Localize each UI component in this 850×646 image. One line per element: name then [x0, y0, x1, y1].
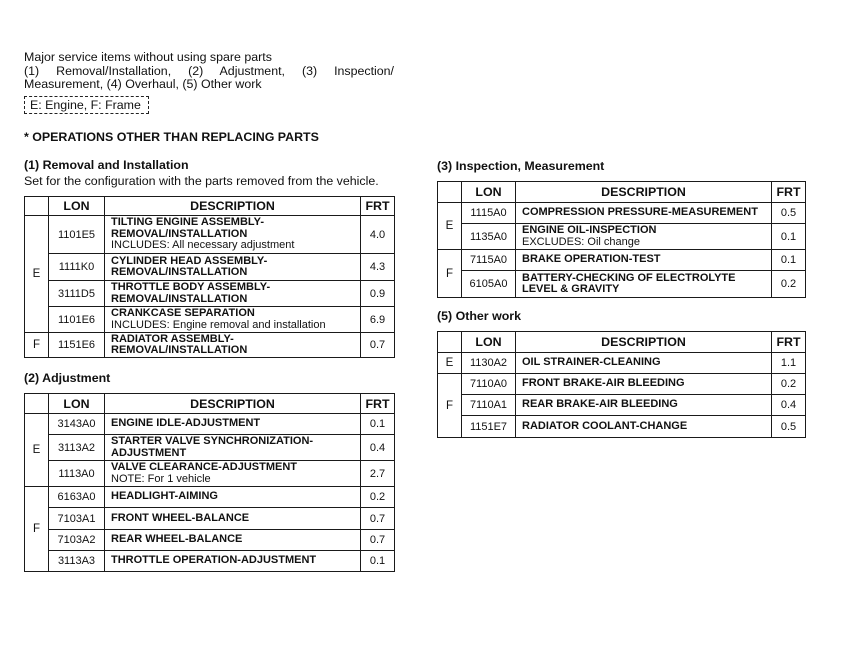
description-title: BRAKE OPERATION-TEST — [522, 253, 661, 266]
description-header: DESCRIPTION — [516, 332, 772, 353]
description-cell — [516, 353, 772, 374]
description-cell — [516, 271, 772, 298]
description-title: FRONT WHEEL-BALANCE — [111, 511, 250, 524]
frt-header: FRT — [772, 332, 806, 353]
group-code-cell: F — [438, 374, 462, 438]
table-row — [25, 551, 395, 572]
frt-cell: 0.2 — [772, 374, 806, 395]
frt-cell: 0.2 — [772, 271, 806, 298]
legend-box: E: Engine, F: Frame — [24, 96, 149, 114]
description-title: THROTTLE BODY ASSEMBLY- REMOVAL/INSTALLATION — [111, 281, 271, 305]
group-header-cell — [25, 197, 49, 216]
description-note: EXCLUDES: Oil change — [522, 235, 640, 248]
intro-line: (1) Removal/Installation, (2) Adjustment, (3) Inspection/ — [24, 63, 394, 78]
lon-cell: 1113A0 — [49, 461, 105, 487]
description-note: INCLUDES: Engine removal and installation — [111, 318, 326, 331]
description-cell — [516, 224, 772, 250]
table-row — [25, 333, 395, 358]
group-code-cell: E — [25, 216, 49, 333]
lon-cell: 3113A2 — [49, 435, 105, 461]
lon-cell: 7110A1 — [462, 395, 516, 416]
frt-cell: 6.9 — [361, 307, 395, 333]
description-cell — [516, 250, 772, 271]
lon-cell: 6105A0 — [462, 271, 516, 298]
frt-cell: 0.1 — [772, 250, 806, 271]
description-title: CRANKCASE SEPARATION — [111, 307, 255, 319]
table-row — [25, 461, 395, 487]
group-code-cell: E — [25, 414, 49, 487]
table-header-row — [25, 197, 395, 216]
lon-header: LON — [49, 394, 105, 414]
group-header-cell — [438, 332, 462, 353]
table-header-row — [438, 332, 806, 353]
table-row — [25, 487, 395, 508]
lon-cell: 1151E6 — [49, 333, 105, 358]
lon-cell: 1135A0 — [462, 224, 516, 250]
frt-cell: 0.1 — [361, 414, 395, 435]
table-row — [438, 416, 806, 438]
description-title: VALVE CLEARANCE-ADJUSTMENT — [111, 461, 297, 473]
group-header-cell — [438, 182, 462, 203]
table-row — [438, 203, 806, 224]
lon-cell: 7115A0 — [462, 250, 516, 271]
description-cell — [105, 333, 361, 358]
lon-cell: 7103A2 — [49, 530, 105, 551]
table-row — [25, 254, 395, 281]
description-header: DESCRIPTION — [105, 197, 361, 216]
description-title: HEADLIGHT-AIMING — [111, 490, 218, 503]
description-cell — [105, 435, 361, 461]
lon-header: LON — [49, 197, 105, 216]
group-code-cell: F — [438, 250, 462, 298]
removal-installation-table — [24, 196, 395, 358]
description-cell — [516, 374, 772, 395]
table-header-row — [438, 182, 806, 203]
description-cell — [105, 414, 361, 435]
group-header-cell — [25, 394, 49, 414]
description-header: DESCRIPTION — [105, 394, 361, 414]
group-code-cell: E — [438, 203, 462, 250]
lon-cell: 1101E6 — [49, 307, 105, 333]
frt-cell: 2.7 — [361, 461, 395, 487]
lon-cell: 3143A0 — [49, 414, 105, 435]
description-cell — [105, 281, 361, 307]
frt-cell: 0.7 — [361, 333, 395, 358]
lon-cell: 7103A1 — [49, 508, 105, 530]
description-cell — [105, 487, 361, 508]
description-cell — [516, 203, 772, 224]
table-row — [438, 353, 806, 374]
group-code-cell: F — [25, 487, 49, 572]
frt-cell: 0.5 — [772, 416, 806, 438]
table-row — [438, 395, 806, 416]
table-header-row — [25, 394, 395, 414]
table-row — [25, 414, 395, 435]
frt-cell: 0.2 — [361, 487, 395, 508]
intro-line: Measurement, (4) Overhaul, (5) Other work — [24, 77, 262, 91]
description-title: COMPRESSION PRESSURE-MEASUREMENT — [522, 206, 758, 219]
description-note: NOTE: For 1 vehicle — [111, 472, 211, 485]
table-row — [25, 216, 395, 254]
frt-header: FRT — [361, 197, 395, 216]
description-cell — [105, 216, 361, 254]
other-work-table — [437, 331, 806, 438]
table-row — [25, 281, 395, 307]
description-title: ENGINE IDLE-ADJUSTMENT — [111, 417, 261, 430]
frt-cell: 0.4 — [772, 395, 806, 416]
frt-header: FRT — [772, 182, 806, 203]
description-cell — [105, 551, 361, 572]
table-row — [438, 374, 806, 395]
frt-cell: 0.5 — [772, 203, 806, 224]
lon-cell: 3111D5 — [49, 281, 105, 307]
lon-cell: 1130A2 — [462, 353, 516, 374]
description-title: THROTTLE OPERATION-ADJUSTMENT — [111, 554, 317, 567]
description-title: RADIATOR ASSEMBLY- REMOVAL/INSTALLATION — [111, 332, 248, 356]
group-code-cell: E — [438, 353, 462, 374]
section-title-inspection: (3) Inspection, Measurement — [437, 159, 605, 173]
frt-cell: 0.4 — [361, 435, 395, 461]
frt-cell: 0.9 — [361, 281, 395, 307]
lon-cell: 1111K0 — [49, 254, 105, 281]
description-title: RADIATOR COOLANT-CHANGE — [522, 419, 688, 432]
inspection-measurement-table — [437, 181, 806, 298]
description-title: ENGINE OIL-INSPECTION — [522, 224, 657, 236]
lon-header: LON — [462, 182, 516, 203]
table-row — [25, 530, 395, 551]
description-title: REAR BRAKE-AIR BLEEDING — [522, 398, 678, 411]
group-code-cell: F — [25, 333, 49, 358]
description-title: TILTING ENGINE ASSEMBLY- REMOVAL/INSTALLATION — [111, 216, 264, 240]
frt-cell: 0.7 — [361, 530, 395, 551]
lon-cell: 7110A0 — [462, 374, 516, 395]
description-cell — [105, 307, 361, 333]
description-note: INCLUDES: All necessary adjustment — [111, 239, 295, 252]
description-cell — [105, 254, 361, 281]
lon-header: LON — [462, 332, 516, 353]
description-title: OIL STRAINER-CLEANING — [522, 356, 661, 369]
frt-cell: 0.1 — [772, 224, 806, 250]
section-subtitle-removal: Set for the configuration with the parts removed from the vehicle. — [24, 174, 379, 188]
lon-cell: 6163A0 — [49, 487, 105, 508]
description-header: DESCRIPTION — [516, 182, 772, 203]
lon-cell: 1151E7 — [462, 416, 516, 438]
intro-paragraph — [24, 51, 394, 92]
page-heading: * OPERATIONS OTHER THAN REPLACING PARTS — [24, 130, 319, 144]
section-title-removal: (1) Removal and Installation — [24, 158, 189, 172]
description-title: FRONT BRAKE-AIR BLEEDING — [522, 377, 685, 390]
frt-cell: 1.1 — [772, 353, 806, 374]
section-title-other-work: (5) Other work — [437, 309, 521, 323]
description-title: STARTER VALVE SYNCHRONIZATION- ADJUSTMENT — [111, 435, 314, 459]
adjustment-table — [24, 393, 395, 572]
section-title-adjustment: (2) Adjustment — [24, 371, 111, 385]
table-row — [25, 508, 395, 530]
table-row — [438, 250, 806, 271]
description-cell — [105, 508, 361, 530]
frt-cell: 0.7 — [361, 508, 395, 530]
description-title: CYLINDER HEAD ASSEMBLY- REMOVAL/INSTALLATION — [111, 254, 268, 278]
frt-cell: 4.0 — [361, 216, 395, 254]
description-cell — [516, 416, 772, 438]
lon-cell: 1101E5 — [49, 216, 105, 254]
frt-header: FRT — [361, 394, 395, 414]
description-cell — [516, 395, 772, 416]
description-cell — [105, 461, 361, 487]
lon-cell: 3113A3 — [49, 551, 105, 572]
table-row — [25, 307, 395, 333]
description-cell — [105, 530, 361, 551]
table-row — [438, 271, 806, 298]
description-title: BATTERY-CHECKING OF ELECTROLYTE LEVEL & GRAVITY — [522, 271, 736, 295]
intro-line: Major service items without using spare parts — [24, 50, 272, 64]
table-row — [438, 224, 806, 250]
frt-cell: 4.3 — [361, 254, 395, 281]
description-title: REAR WHEEL-BALANCE — [111, 533, 243, 546]
table-row — [25, 435, 395, 461]
lon-cell: 1115A0 — [462, 203, 516, 224]
frt-cell: 0.1 — [361, 551, 395, 572]
